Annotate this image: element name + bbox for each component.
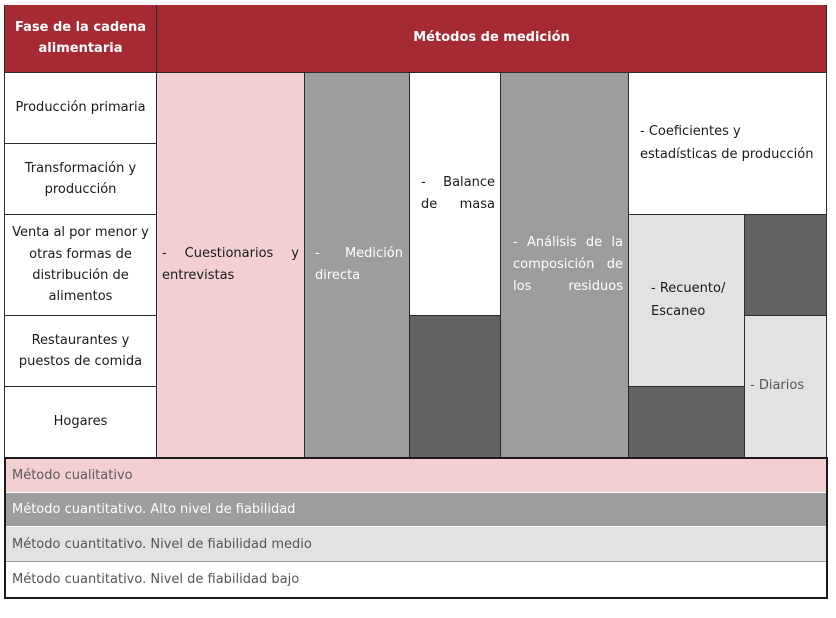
grid-line	[4, 315, 157, 316]
methods-column-title: Métodos de medición	[413, 30, 570, 46]
phase-label: Venta al por menor y otras formas de distribución de alimentos	[12, 225, 149, 305]
method-label: - Coeficientes y estadísticas de producción	[640, 124, 814, 162]
phase-column-title: Fase de la cadena alimentaria	[14, 19, 146, 56]
legend-low-reliability	[6, 562, 826, 597]
diaries-gap	[745, 215, 826, 315]
phase-label: Producción primaria	[15, 100, 146, 116]
method-diaries	[745, 316, 826, 457]
legend-divider	[6, 526, 826, 527]
method-waste-composition	[501, 73, 628, 457]
grid-line	[628, 214, 826, 215]
method-label: - Medición directa	[315, 245, 403, 283]
grid-line	[4, 386, 157, 387]
phase-processing	[5, 144, 156, 214]
grid-line	[4, 143, 157, 144]
phase-primary-production	[5, 73, 156, 143]
phase-households	[5, 387, 156, 457]
method-counting-scanning	[629, 215, 744, 386]
phase-column-header	[5, 5, 156, 72]
legend-high-reliability	[6, 493, 826, 526]
method-label: - Balance de masa	[421, 174, 495, 212]
legend-medium-reliability	[6, 527, 826, 561]
methods-column-header	[157, 5, 826, 72]
method-direct-measurement	[305, 73, 409, 457]
method-questionnaires	[157, 73, 304, 457]
phase-label: Restaurantes y puestos de comida	[18, 332, 143, 369]
method-production-coefficients	[629, 73, 826, 214]
legend-label: Método cualitativo	[12, 468, 133, 483]
legend-divider	[6, 561, 826, 562]
legend-qualitative	[6, 459, 826, 492]
method-mass-balance	[410, 73, 500, 315]
grid-line	[744, 315, 826, 316]
grid-line	[628, 72, 629, 458]
grid-line	[826, 5, 827, 458]
grid-line	[744, 214, 745, 458]
grid-line	[4, 214, 157, 215]
legend-label: Método cuantitativo. Nivel de fiabilidad medio	[12, 536, 312, 552]
grid-line	[500, 72, 501, 458]
grid-line	[628, 386, 745, 387]
grid-line	[4, 72, 826, 73]
mass-balance-gap	[410, 316, 500, 457]
grid-line	[409, 315, 501, 316]
grid-line	[156, 5, 157, 458]
phase-retail	[5, 215, 156, 315]
method-label: - Recuento/ Escaneo	[651, 281, 726, 319]
method-label: - Cuestionarios y entrevistas	[162, 245, 299, 283]
phase-restaurants	[5, 316, 156, 386]
legend-label: Método cuantitativo. Alto nivel de fiabilidad	[12, 502, 296, 517]
method-label: - Análisis de la composición de los residuos	[513, 234, 623, 295]
counting-gap	[629, 387, 744, 457]
phase-label: Hogares	[53, 414, 108, 430]
grid-line	[409, 72, 410, 458]
phase-label: Transformación y producción	[24, 160, 137, 197]
method-label: - Diarios	[750, 378, 805, 394]
legend-label: Método cuantitativo. Nivel de fiabilidad bajo	[12, 572, 300, 587]
grid-line	[4, 5, 5, 458]
grid-line	[304, 72, 305, 458]
legend-divider	[6, 492, 826, 493]
